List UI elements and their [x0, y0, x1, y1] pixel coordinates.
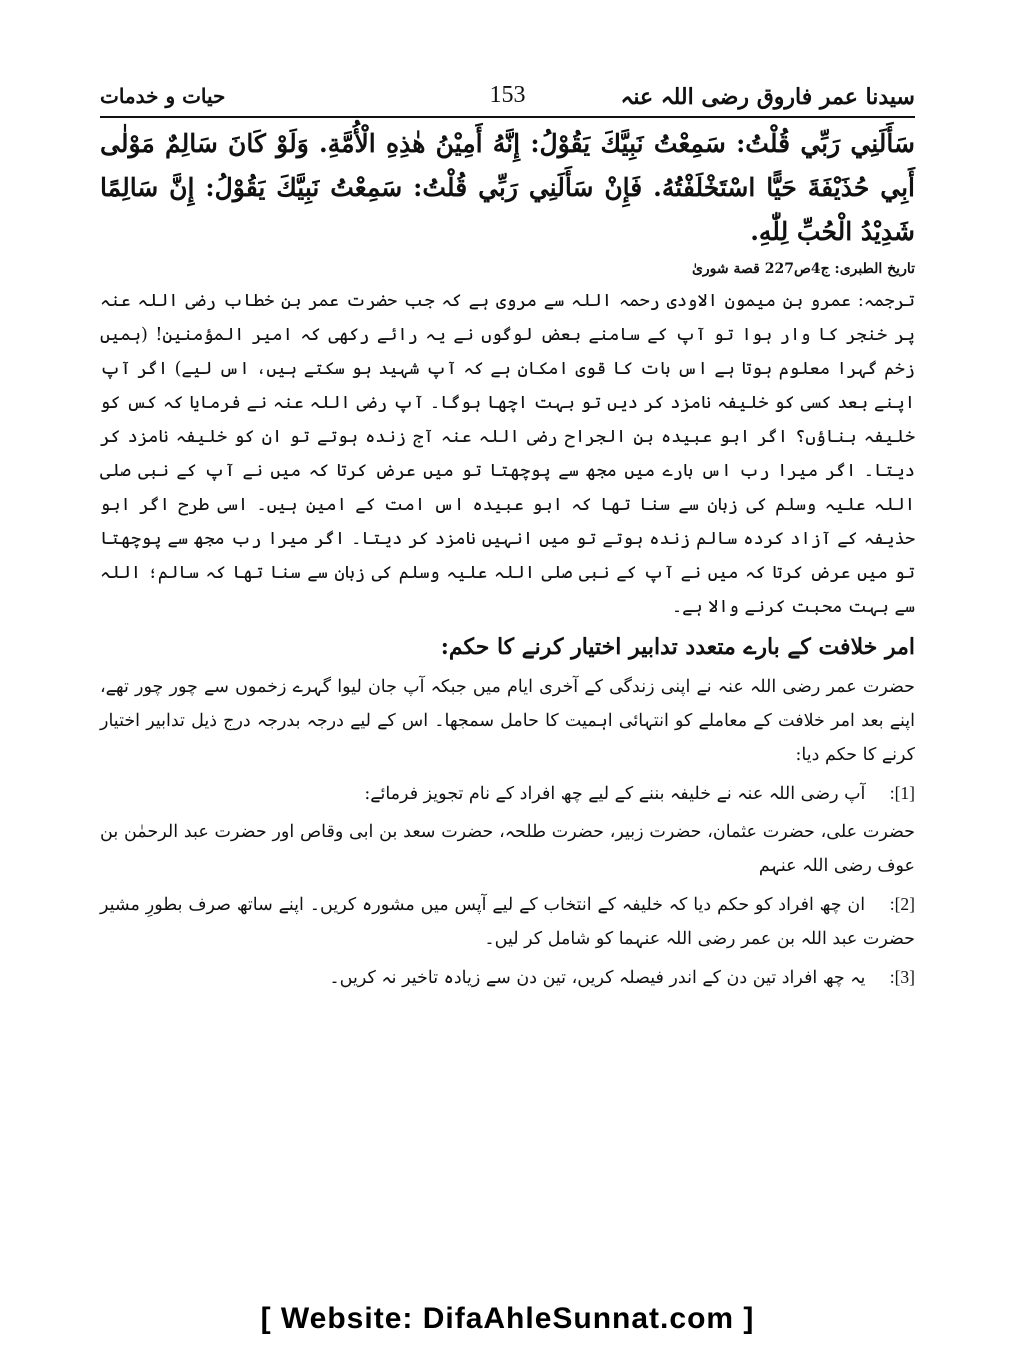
list-item-detail [100, 815, 915, 883]
list-item-number: [3]: [889, 967, 915, 987]
translation-paragraph: ترجمہ: عمرو بن میمون الاودی رحمہ اللہ سے مروی ہے کہ جب حضرت عمر بن خطاب رضی اللہ عنہ پر خنجر کا وار ہوا تو آپ کے سامنے بعض لوگوں نے یہ رائے رکھی کہ امیر المؤمنین! (ہمیں زخم گہرا معلوم ہوتا ہے اس بات کا قوی امکان ہے کہ آپ شہید ہو سکتے ہیں، اس لیے) اگر آپ اپنے بعد کسی کو خلیفہ نامزد کر دیں تو بہت اچھا ہوگا۔ آپ رضی اللہ عنہ نے فرمایا کہ کس کو خلیفہ بناؤں؟ اگر ابو عبیدہ بن الجراح رضی اللہ عنہ آج زندہ ہوتے تو ان کو خلیفہ نامزد کر دیتا۔ اگر میرا رب اس بارے میں مجھ سے پوچھتا تو میں عرض کرتا کہ میں نے آپ کے نبی صلی اللہ علیہ وسلم کی زبان سے سنا تھا کہ ابو عبیدہ اس امت کے امین ہیں۔ اسی طرح اگر ابو حذیفہ کے آزاد کردہ سالم زندہ ہوتے تو میں انہیں نامزد کر دیتا۔ اگر میرا رب مجھ سے پوچھتا تو میں عرض کرتا کہ میں نے آپ کے نبی صلی اللہ علیہ وسلم کی زبان سے سنا تھا کہ سالم؛ اللہ سے بہت محبت کرنے والا ہے۔ [100, 291, 915, 617]
list-item-detail-text: حضرت علی، حضرت عثمان، حضرت زبیر، حضرت طلحہ، حضرت سعد بن ابی وقاص اور حضرت عبد الرحمٰن بن عوف رضی اللہ عنہم [100, 822, 915, 876]
section-heading: امر خلافت کے بارے متعدد تدابیر اختیار کرنے کا حکم: [440, 634, 915, 660]
list-item-number: [2]: [889, 894, 915, 914]
list-item [100, 887, 915, 956]
list-item [100, 960, 915, 995]
book-page [100, 76, 915, 1276]
section-title: حیات و خدمات [100, 84, 226, 108]
book-title: سیدنا عمر فاروق رضی اللہ عنہ [620, 84, 915, 110]
page-number: 153 [489, 82, 526, 108]
intro-paragraph: حضرت عمر رضی اللہ عنہ نے اپنی زندگی کے آخری ایام میں جبکہ آپ جان لیوا گہرے زخموں سے چور چور تھے، اپنے بعد امر خلافت کے معاملے کو انتہائی اہمیت کا حامل سمجھا۔ اس کے لیے درجہ بدرجہ درج ذیل تدابیر اختیار کرنے کا حکم دیا: [100, 677, 915, 765]
list-item [100, 776, 915, 811]
list-item-text: یہ چھ افراد تین دن کے اندر فیصلہ کریں، تین دن سے زیادہ تاخیر نہ کریں۔ [329, 968, 866, 988]
list-item-text: ان چھ افراد کو حکم دیا کہ خلیفہ کے انتخاب کے لیے آپس میں مشورہ کریں۔ اپنے ساتھ صرف بطورِ مشیر حضرت عبد اللہ بن عمر رضی اللہ عنہما کو شامل کر لیں۔ [100, 895, 915, 949]
citation: تاریخ الطبری: ج4ص227 قصة شوریٰ [691, 261, 915, 277]
page-header [100, 76, 915, 118]
list-item-text: آپ رضی اللہ عنہ نے خلیفہ بننے کے لیے چھ افراد کے نام تجویز فرمائے: [364, 784, 866, 804]
list-item-number: [1]: [889, 783, 915, 803]
arabic-quote: سَأَلَنِي رَبِّي قُلْتُ: سَمِعْتُ نَبِيَّكَ يَقُوْلُ: إِنَّهُ أَمِيْنُ هٰذِهِ الْأُمَّةِ. وَلَوْ كَانَ سَالِمٌ مَوْلٰى أَبِي حُذَيْفَةَ حَيًّا اسْتَخْلَفْتُهُ. فَإِنْ سَأَلَنِي رَبِّي قُلْتُ: سَمِعْتُ نَبِيَّكَ يَقُوْلُ: إِنَّ سَالِمًا شَدِيْدُ الْحُبِّ لِلّٰهِ. [100, 129, 915, 246]
website-footer: [ Website: DifaAhleSunnat.com ] [260, 1302, 755, 1335]
